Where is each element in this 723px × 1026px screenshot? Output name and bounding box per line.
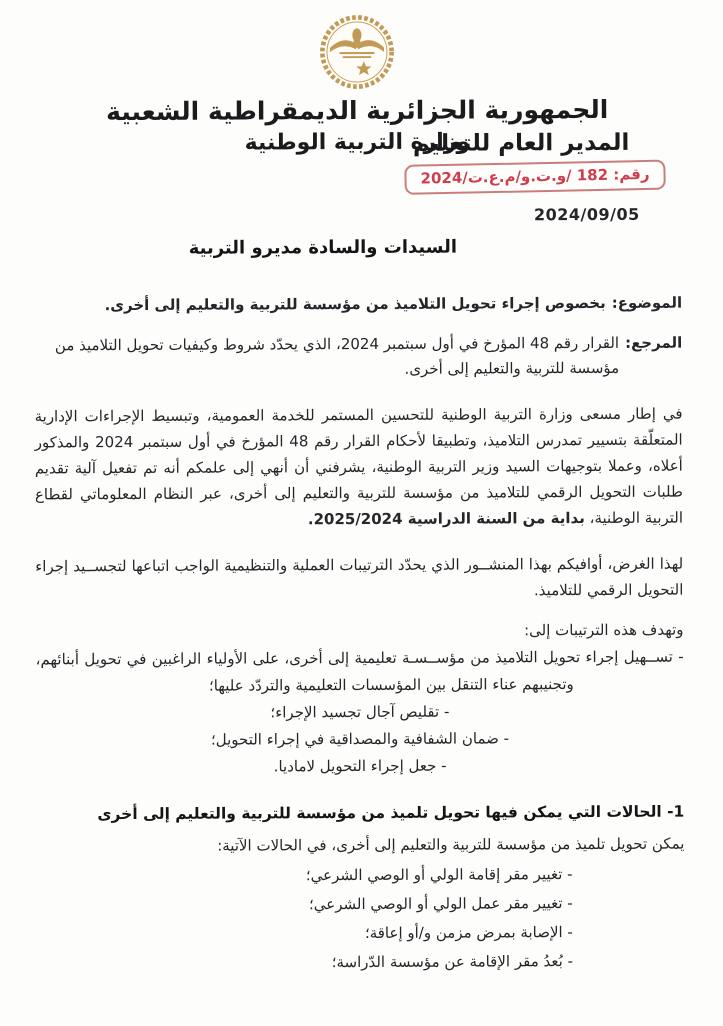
body-paragraph-2: لهذا الغرض، أوافيكم بهذا المنشــور الذي يحدّد الترتيبات العملية والتنظيمية الواجب اتباعها لتجســيد إجراء التحويل الرقمي للتلاميذ.	[35, 554, 684, 600]
case-item: - الإصابة بمرض مزمن و/أو إعاقة؛	[37, 918, 573, 949]
subject-line	[34, 291, 682, 319]
recipient-title: السيدات والسادة مديرو التربية	[188, 236, 458, 259]
section1-heading: 1- الحالات التي يمكن فيها تحويل تلميذ من مؤسسة للتربية والتعليم إلى أخرى	[97, 802, 685, 824]
goals-intro: وتهدف هذه الترتيبات إلى:	[524, 620, 684, 640]
body-paragraph-1	[35, 401, 684, 534]
case-item: - بُعدُ مقر الإقامة عن مؤسسة الدّراسة؛	[37, 947, 573, 978]
goal-item: - ضمان الشفافية والمصداقية في إجراء التحويل؛	[36, 725, 684, 755]
case-item: - تغيير مقر عمل الولي أو الوصي الشرعي؛	[37, 889, 573, 920]
reference-number-stamp: رقم: 182 /و.ت.و/م.ع.ت/2024	[404, 160, 666, 195]
republic-title: الجمهورية الجزائرية الديمقراطية الشعبية	[106, 94, 609, 127]
school-year-emphasis: بداية من السنة الدراسية 2025/2024.	[307, 509, 585, 529]
body-paragraph-1-text: في إطار مسعى وزارة التربية الوطنية للتحسين المستمر للخدمة العمومية، وتبسيط الإجراءات الإدارية المتعلّقة بتسيير تمدرس التلاميذ، وتطبيقا لأحكام القرار رقم 48 المؤرخ في أول سبتمبر 2024 والمذكور أعلاه، وعملا بتوجيهات السيد وزير التربية الوطنية، يشرفني أن أنهي إلى علمكم أنه تم تفعيل آلية تقديم طلبات التحويل الرقمي للتلاميذ من مؤسسة للتربية والتعليم إلى أخرى، عبر النظام المعلوماتي لقطاع التربية الوطنية،	[34, 404, 684, 528]
algeria-national-emblem-icon	[319, 14, 395, 90]
document-date: 2024/09/05	[533, 204, 640, 225]
subject-text: بخصوص إجراء تحويل التلاميذ من مؤسسة للتربية والتعليم إلى أخرى.	[104, 293, 606, 315]
transfer-cases-list	[37, 860, 574, 978]
section1-intro: يمكن تحويل تلميذ من مؤسسة للتربية والتعليم إلى أخرى، في الحالات الآتية:	[217, 834, 685, 855]
goals-list	[36, 644, 685, 782]
reference-text: القرار رقم 48 المؤرخ في أول سبتمبر 2024، الذي يحدّد شروط وكيفيات تحويل التلاميذ من مؤسسة للتربية والتعليم إلى أخرى.	[54, 333, 620, 378]
subject-reference-block	[34, 291, 682, 384]
office-title: المدير العام للتعليم	[412, 129, 630, 157]
ministry-title: وزارة التربية الوطنية	[244, 129, 471, 156]
subject-label: الموضوع:	[611, 293, 683, 312]
reference-label: المرجع:	[625, 333, 683, 352]
goal-item: - تقليص آجال تجسيد الإجراء؛	[36, 698, 684, 728]
reference-line	[34, 331, 682, 384]
goal-item: - تســهيل إجراء تحويل التلاميذ من مؤســسـة تعليمية إلى أخرى، على الأولياء الراغبين في تحويل أبنائهم، وتجنيبهم عناء التنقل بين المؤسسات التعليمية والتردّد عليها؛	[36, 644, 684, 701]
goal-item: - جعل إجراء التحويل لاماديا.	[36, 752, 684, 782]
case-item: - تغيير مقر إقامة الولي أو الوصي الشرعي؛	[37, 860, 573, 891]
